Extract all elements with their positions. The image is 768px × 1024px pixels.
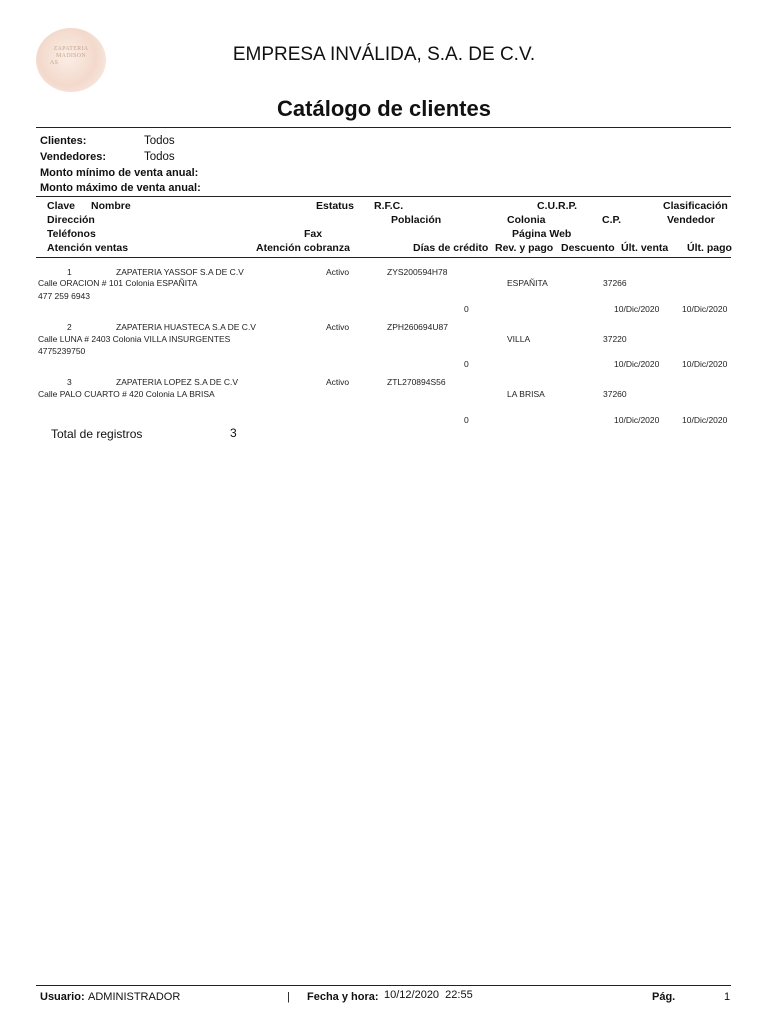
row-colonia: VILLA: [507, 334, 531, 344]
usuario-label: Usuario:: [40, 991, 85, 1003]
header-rule: [36, 257, 731, 258]
row-ult-pago: 10/Dic/2020: [682, 304, 728, 314]
logo-line2: MADISON: [55, 53, 87, 59]
filters-rule: [36, 196, 731, 197]
row-dias-credito: 0: [464, 359, 469, 369]
clientes-value: Todos: [144, 135, 175, 147]
row-rfc: ZTL270894S56: [387, 377, 446, 387]
row-direccion: Calle PALO CUARTO # 420 Colonia LA BRISA: [38, 389, 215, 399]
row-colonia: ESPAÑITA: [507, 278, 548, 288]
row-ult-pago: 10/Dic/2020: [682, 359, 728, 369]
row-nombre: ZAPATERIA HUASTECA S.A DE C.V: [116, 322, 256, 332]
row-rfc: ZPH260694U87: [387, 322, 448, 332]
col-ult-pago: Últ. pago: [687, 242, 732, 254]
col-colonia: Colonia: [507, 214, 546, 226]
row-nombre: ZAPATERIA LOPEZ S.A DE C.V: [116, 377, 239, 387]
row-ult-venta: 10/Dic/2020: [614, 359, 660, 369]
col-atencion-cobranza: Atención cobranza: [256, 242, 350, 254]
row-estatus: Activo: [326, 377, 350, 387]
row-ult-venta: 10/Dic/2020: [614, 304, 660, 314]
col-direccion: Dirección: [47, 214, 95, 226]
col-clasificacion: Clasificación: [663, 200, 728, 212]
footer-separator: |: [287, 991, 290, 1003]
row-estatus: Activo: [326, 267, 350, 277]
row-telefono: 4775239750: [38, 346, 86, 356]
col-clave: Clave: [47, 200, 76, 212]
report-title: Catálogo de clientes: [277, 96, 491, 121]
col-telefonos: Teléfonos: [47, 228, 96, 240]
row-direccion: Calle LUNA # 2403 Colonia VILLA INSURGENTES: [38, 334, 231, 344]
total-label: Total de registros: [51, 427, 143, 441]
col-rfc: R.F.C.: [374, 200, 404, 212]
row-colonia: LA BRISA: [507, 389, 545, 399]
row-dias-credito: 0: [464, 415, 469, 425]
row-direccion: Calle ORACION # 101 Colonia ESPAÑITA: [38, 278, 198, 288]
row-ult-venta: 10/Dic/2020: [614, 415, 660, 425]
monto-max-label: Monto máximo de venta anual:: [40, 182, 201, 194]
col-vendedor: Vendedor: [667, 214, 715, 226]
row-telefono: 477 259 6943: [38, 291, 90, 301]
col-poblacion: Población: [391, 214, 442, 226]
row-dias-credito: 0: [464, 304, 469, 314]
row-ult-pago: 10/Dic/2020: [682, 415, 728, 425]
row-cp: 37220: [603, 334, 627, 344]
fecha-label: Fecha y hora:: [307, 991, 379, 1003]
row-clave: 1: [67, 267, 72, 277]
row-rfc: ZYS200594H78: [387, 267, 448, 277]
logo-line3: AS: [50, 60, 59, 66]
row-cp: 37260: [603, 389, 627, 399]
col-nombre: Nombre: [91, 200, 131, 212]
vendedores-label: Vendedores:: [40, 151, 107, 163]
fecha-value: 10/12/2020 22:55: [384, 989, 473, 1001]
company-name: EMPRESA INVÁLIDA, S.A. DE C.V.: [232, 44, 536, 65]
clientes-label: Clientes:: [40, 135, 87, 147]
col-atencion-ventas: Atención ventas: [47, 242, 129, 254]
col-dias-credito: Días de crédito: [413, 242, 489, 254]
row-clave: 2: [67, 322, 72, 332]
page-number: 1: [724, 991, 731, 1003]
row-nombre: ZAPATERIA YASSOF S.A DE C.V: [116, 267, 244, 277]
col-cp: C.P.: [602, 214, 622, 226]
col-rev-pago: Rev. y pago: [495, 242, 554, 254]
footer-rule: [36, 985, 731, 986]
col-curp: C.U.R.P.: [537, 200, 578, 212]
col-fax: Fax: [304, 228, 323, 240]
row-clave: 3: [67, 377, 72, 387]
total-value: 3: [230, 426, 237, 440]
row-cp: 37266: [603, 278, 627, 288]
usuario-value: ADMINISTRADOR: [88, 991, 181, 1003]
col-estatus: Estatus: [316, 200, 354, 212]
col-descuento: Descuento: [561, 242, 615, 254]
pag-label: Pág.: [652, 991, 676, 1003]
row-estatus: Activo: [326, 322, 350, 332]
logo-line1: ZAPATERIA: [53, 46, 89, 52]
vendedores-value: Todos: [144, 151, 175, 163]
col-pagina-web: Página Web: [512, 228, 572, 240]
title-rule: [36, 127, 731, 128]
monto-min-label: Monto mínimo de venta anual:: [40, 167, 199, 179]
col-ult-venta: Últ. venta: [621, 242, 669, 254]
